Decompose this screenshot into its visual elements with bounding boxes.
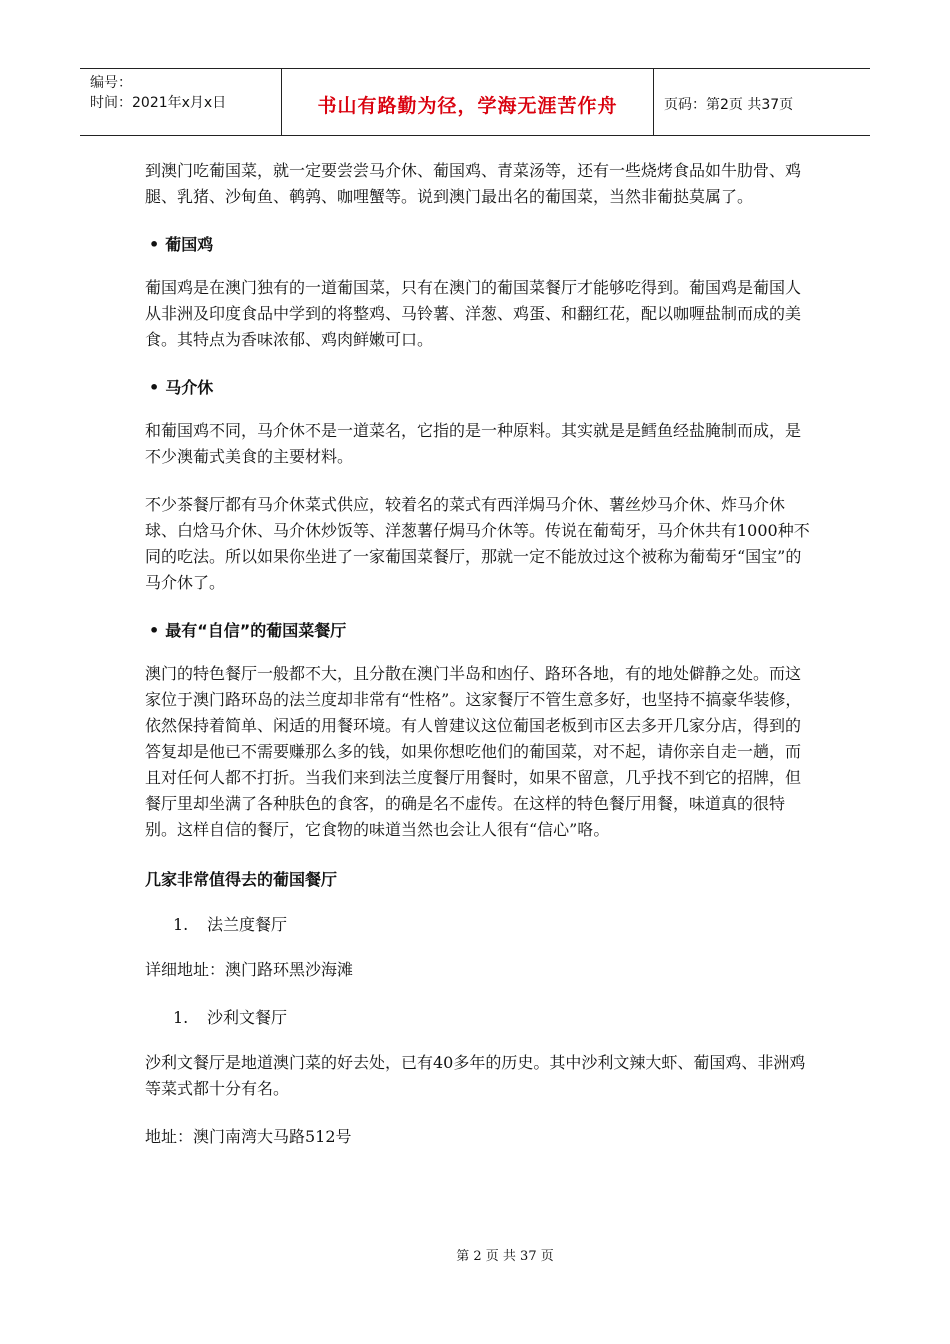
page-header — [80, 68, 870, 136]
paragraph-bacalhau-1: 和葡国鸡不同，马介休不是一道菜名，它指的是一种原料。其实就是是鳕鱼经盐腌制而成，是不少澳葡式美食的主要材料。 — [145, 421, 802, 466]
list-item — [145, 1005, 810, 1028]
number-label: 编号： — [90, 75, 132, 91]
heading-text: 葡国鸡 — [165, 235, 214, 254]
list-item — [145, 912, 810, 935]
section-heading-recommended-restaurants: 几家非常值得去的葡国餐厅 — [145, 870, 338, 889]
restaurant-address: 详细地址：澳门路环黑沙海滩 — [145, 960, 354, 979]
bullet-icon: • — [149, 621, 160, 640]
list-number: 1. — [173, 915, 189, 934]
bullet-icon: • — [149, 235, 160, 254]
paragraph-bacalhau-2: 不少茶餐厅都有马介休菜式供应，较着名的菜式有西洋焗马介休、薯丝炒马介休、炸马介休球、白焓马介休、马介休炒饭等、洋葱薯仔焗马介休等。传说在葡萄牙，马介休共有1000种不同的吃法。所以如果你坐进了一家葡国菜餐厅，那就一定不能放过这个被称为葡萄牙“国宝”的马介休了。 — [145, 495, 810, 592]
section-heading-confident-restaurant — [145, 618, 810, 641]
restaurant-name: 法兰度餐厅 — [207, 915, 288, 934]
section-heading-bacalhau — [145, 375, 810, 398]
header-motto: 书山有路勤为径，学海无涯苦作舟 — [282, 69, 654, 135]
intro-paragraph: 到澳门吃葡国菜，就一定要尝尝马介休、葡国鸡、青菜汤等，还有一些烧烤食品如牛肋骨、鸡腿、乳猪、沙甸鱼、鹌鹑、咖哩蟹等。说到澳门最出名的葡国菜，当然非葡挞莫属了。 — [145, 161, 802, 206]
header-meta — [80, 69, 282, 135]
date-label: 时间：2021年x月x日 — [90, 95, 227, 111]
heading-text: 最有“自信”的葡国菜餐厅 — [165, 621, 347, 640]
bullet-icon: • — [149, 378, 160, 397]
restaurant-description: 沙利文餐厅是地道澳门菜的好去处，已有40多年的历史。其中沙利文辣大虾、葡国鸡、非洲鸡等菜式都十分有名。 — [145, 1053, 806, 1098]
page-footer: 第 2 页 共 37 页 — [456, 1249, 554, 1264]
restaurant-name: 沙利文餐厅 — [207, 1008, 288, 1027]
list-number: 1. — [173, 1008, 189, 1027]
paragraph-confident-restaurant: 澳门的特色餐厅一般都不大，且分散在澳门半岛和凼仔、路环各地，有的地处僻静之处。而这家位于澳门路环岛的法兰度却非常有“性格”。这家餐厅不管生意多好，也坚持不搞豪华装修，依然保持着简单、闲适的用餐环境。有人曾建议这位葡国老板到市区去多开几家分店，得到的答复却是他已不需要赚那么多的钱，如果你想吃他们的葡国菜，对不起，请你亲自走一趟，而且对任何人都不打折。当我们来到法兰度餐厅用餐时，如果不留意，几乎找不到它的招牌，但餐厅里却坐满了各种肤色的食客，的确是名不虚传。在这样的特色餐厅用餐，味道真的很特别。这样自信的餐厅，它食物的味道当然也会让人很有“信心”咯。 — [145, 664, 802, 839]
header-page-label: 页码：第2页 共37页 — [664, 97, 794, 113]
section-heading-portuguese-chicken — [145, 232, 810, 255]
document-body — [145, 158, 810, 1150]
restaurant-address: 地址：澳门南湾大马路512号 — [145, 1127, 352, 1146]
paragraph-portuguese-chicken: 葡国鸡是在澳门独有的一道葡国菜，只有在澳门的葡国菜餐厅才能够吃得到。葡国鸡是葡国人从非洲及印度食品中学到的将整鸡、马铃薯、洋葱、鸡蛋、和翻红花，配以咖喱盐制而成的美食。其特点为香味浓郁、鸡肉鲜嫩可口。 — [145, 278, 802, 349]
heading-text: 马介休 — [165, 378, 214, 397]
